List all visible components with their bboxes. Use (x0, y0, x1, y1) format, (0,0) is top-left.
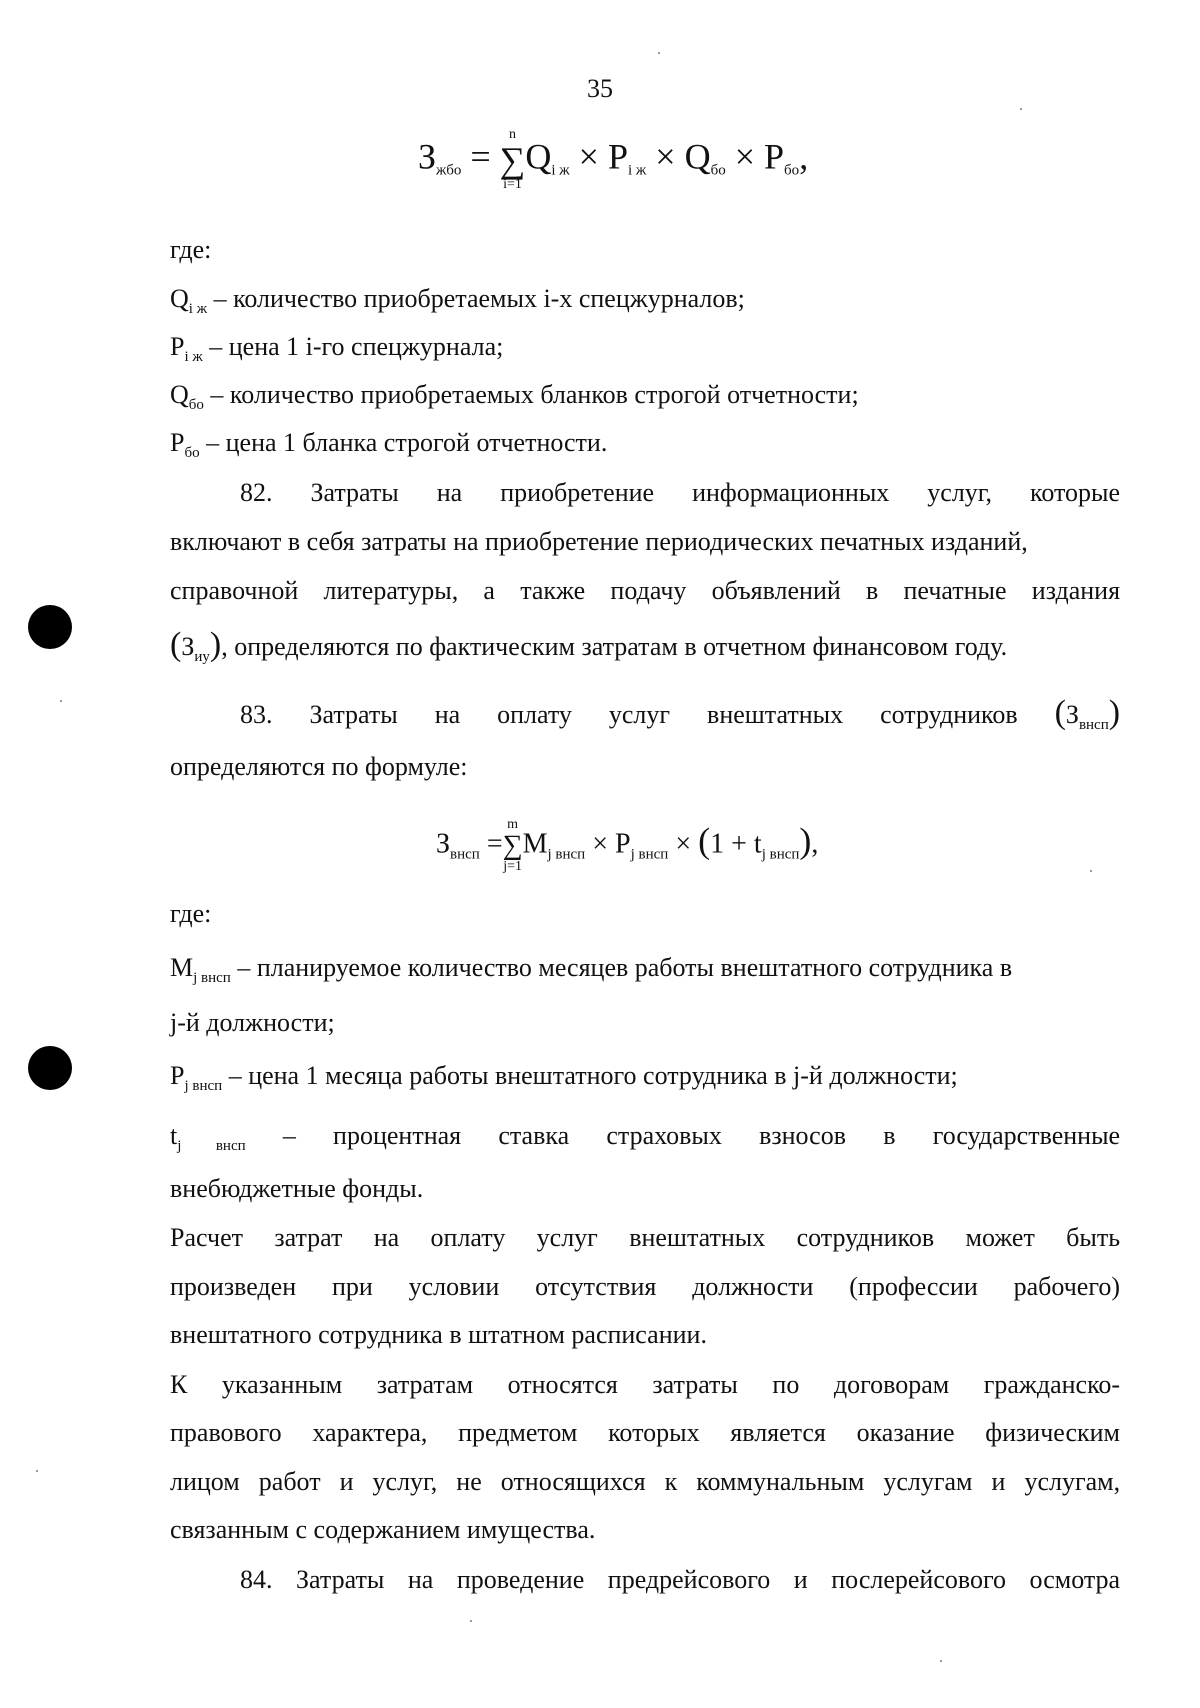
formula-symbol: P (607, 136, 628, 177)
definition-line: $Q_{i ж}$ – количество приобретаемых i-х спецжурналов; (170, 284, 745, 317)
formula-comma: , (799, 136, 809, 177)
definition-line: j-й должности; (170, 1008, 335, 1037)
p82-line-3: справочной литературы, а также подачу объявлений в печатные издания (170, 576, 1121, 605)
formula-subscript: j внсп (547, 846, 586, 863)
sum-lower-limit: j=1 (503, 859, 522, 874)
formula-times: × (734, 136, 756, 177)
formula-vnsp: $З_{внсп}$ = m ∑ j=1 $M_{j внсп} \times P_{j внсп} \times (1 + t_{j внсп})$, (436, 817, 819, 874)
definition-line: $Q_{бо}$ – количество приобретаемых бланков строгой отчетности; (170, 380, 859, 413)
formula-symbol: M (522, 828, 548, 860)
p83-line-2: определяются по формуле: (170, 752, 468, 781)
formula-subscript: бо (784, 162, 800, 179)
punch-hole (28, 605, 72, 649)
definition-line: $P_{j внсп}$ – цена 1 месяца работы внештатного сотрудника в j-й должности; (170, 1061, 958, 1094)
k-line-2: правового характера, предметом которых является оказание физическим (170, 1418, 1120, 1447)
scan-speck (658, 52, 660, 54)
definition-line: внебюджетные фонды. (170, 1174, 424, 1203)
p83-line-1: 83. Затраты на оплату услуг внештатных сотрудников $(З_{внсп})$ (240, 694, 1121, 733)
formula-comma: , (811, 828, 819, 860)
where-label: где: (170, 899, 212, 928)
formula-symbol: P (764, 136, 785, 177)
where-label: где: (170, 235, 212, 264)
k-line-3: лицом работ и услуг, не относящихся к коммунальным услугам и услугам, (170, 1467, 1121, 1496)
calc-line-3: внештатного сотрудника в штатном расписании. (170, 1320, 707, 1349)
formula-subscript: жбо (436, 162, 462, 179)
scan-speck (36, 1470, 38, 1472)
formula-symbol: P (615, 828, 631, 860)
definition-line: $P_{i ж}$ – цена 1 i-го спецжурнала; (170, 332, 504, 365)
formula-subscript: j внсп (761, 846, 800, 863)
formula-equals: = (470, 136, 491, 177)
p82-line-1: 82. Затраты на приобретение информационных услуг, которые (240, 478, 1121, 507)
scan-speck (1090, 870, 1092, 872)
scan-speck (1020, 108, 1022, 110)
sigma-icon: ∑ (502, 830, 523, 861)
calc-line-2: произведен при условии отсутствия должности (профессии рабочего) (170, 1272, 1120, 1301)
calc-line-1: Расчет затрат на оплату услуг внештатных сотрудников может быть (170, 1223, 1121, 1252)
p82-line-2: включают в себя затраты на приобретение периодических печатных изданий, (170, 527, 1028, 556)
formula-subscript: внсп (450, 846, 480, 863)
formula-symbol: Q (684, 136, 711, 177)
formula-times: × (655, 136, 676, 177)
scan-speck (470, 1620, 472, 1622)
formula-subscript: бо (710, 162, 726, 179)
formula-symbol: З (436, 828, 451, 860)
formula-symbol: З (418, 136, 437, 177)
formula-one-plus-t: 1 + t (710, 828, 762, 860)
sum-upper-limit: n (509, 127, 516, 142)
formula-subscript: i ж (551, 162, 570, 179)
formula-symbol: Q (525, 136, 552, 177)
punch-hole (28, 1046, 72, 1090)
definition-line: $P_{бо}$ – цена 1 бланка строгой отчетности. (170, 428, 608, 461)
page-number: 35 (587, 74, 613, 103)
formula-subscript: j внсп (630, 846, 669, 863)
formula-times: × (578, 136, 599, 177)
p84-line-1: 84. Затраты на проведение предрейсового и послерейсового осмотра (240, 1565, 1121, 1594)
formula-subscript: i ж (627, 162, 647, 179)
formula-times: × (592, 828, 609, 860)
sum-sign (503, 818, 523, 874)
sum-sign (500, 128, 526, 192)
definition-line: $M_{j внсп}$ – планируемое количество месяцев работы внештатного сотрудника в (170, 953, 1013, 986)
sum-upper-limit: m (507, 817, 519, 832)
scan-speck (60, 700, 62, 702)
definition-line: $t_{j внсп}$ – процентная ставка страховых взносов в государственные (170, 1121, 1121, 1154)
formula-zhbo (418, 128, 808, 192)
k-line-1: К указанным затратам относятся затраты по договорам гражданско- (170, 1370, 1121, 1399)
formula-equals: = (486, 828, 503, 860)
sigma-icon: ∑ (499, 140, 526, 180)
k-line-4: связанным с содержанием имущества. (170, 1515, 596, 1544)
scan-speck (940, 1660, 942, 1662)
sum-lower-limit: i=1 (503, 177, 522, 192)
formula-times: × (675, 828, 692, 860)
p82-line-4: $(З_{иу})$, определяются по фактическим затратам в отчетном финансовом году. (170, 626, 1008, 665)
